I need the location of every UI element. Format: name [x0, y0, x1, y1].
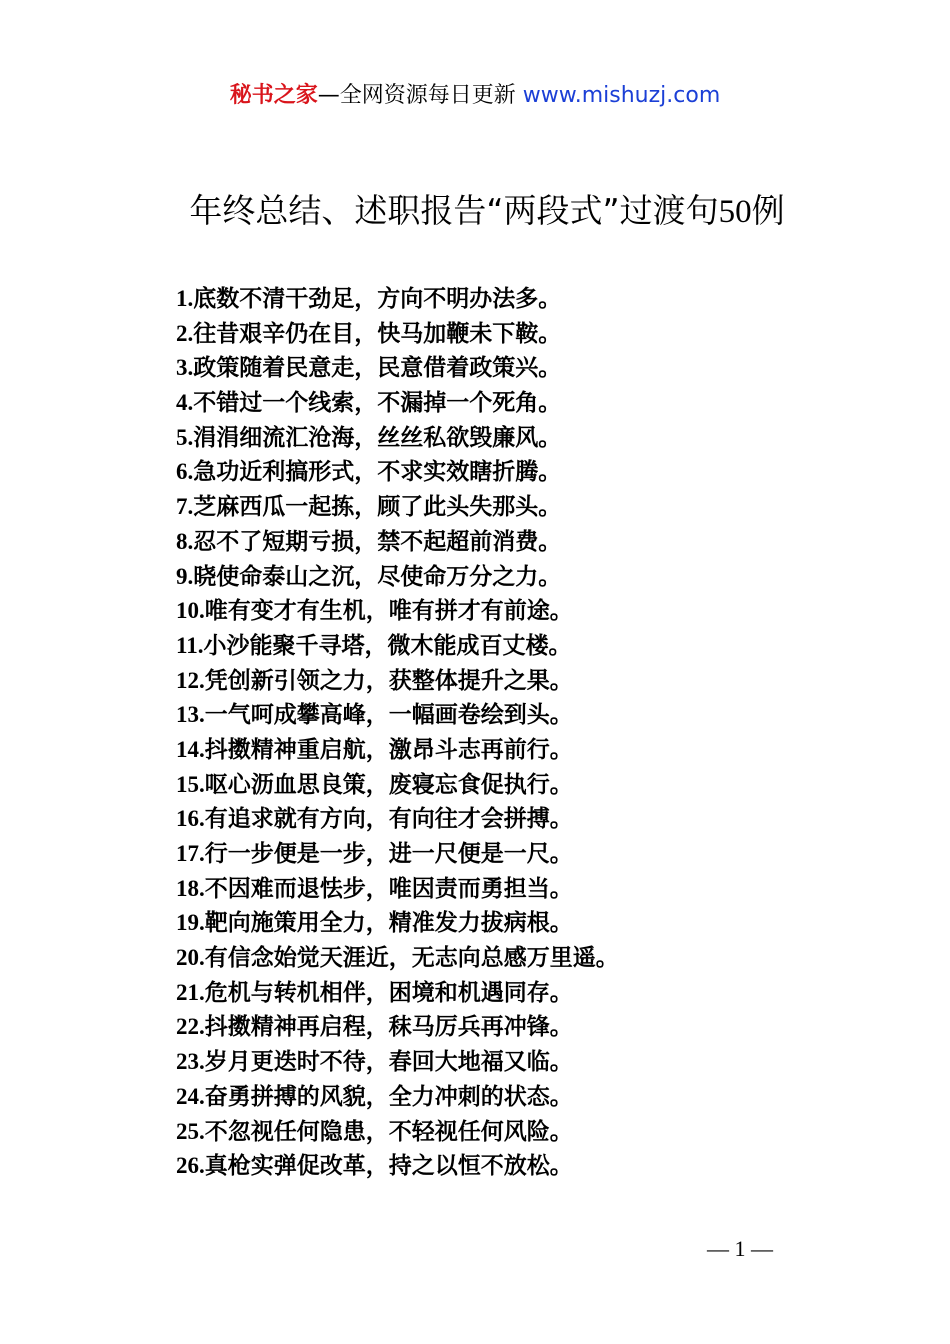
item-number: 24. [176, 1083, 205, 1109]
item-number: 8. [176, 528, 194, 554]
item-number: 13. [176, 702, 205, 728]
item-number: 17. [176, 841, 205, 866]
item-number: 21. [176, 979, 205, 1005]
item-number: 14. [176, 736, 205, 762]
site-header [0, 80, 950, 112]
list-item [176, 282, 619, 317]
item-number: 22. [176, 1014, 205, 1040]
item-text: 行一步便是一步，进一尺便是一尺。 [204, 841, 573, 867]
list-item [176, 802, 619, 837]
list-item [176, 351, 619, 386]
item-text: 抖擞精神再启程，秣马厉兵再冲锋。 [204, 1014, 573, 1041]
item-text: 靶向施策用全力，精准发力拔病根。 [204, 910, 573, 937]
document-title [0, 188, 950, 235]
item-number: 18. [176, 875, 205, 901]
list-item [176, 768, 619, 803]
item-number: 9. [176, 563, 194, 589]
list-item [176, 490, 619, 525]
item-number: 23. [176, 1049, 205, 1075]
list-item [176, 664, 619, 699]
list-item [176, 872, 619, 907]
item-text: 忍不了短期亏损，禁不起超前消费。 [193, 528, 562, 555]
list-item [176, 1045, 619, 1080]
item-number: 11. [176, 632, 204, 658]
item-number: 5. [176, 424, 194, 450]
list-item [176, 455, 619, 490]
item-number: 20. [176, 945, 205, 971]
item-text: 岁月更迭时不待，春回大地福又临。 [204, 1049, 573, 1076]
list-item [176, 906, 619, 941]
item-text: 不忽视任何隐患，不轻视任何风险。 [204, 1118, 573, 1145]
item-number: 12. [176, 667, 205, 693]
list-item [176, 976, 619, 1011]
list-item [176, 837, 619, 872]
item-number: 25. [176, 1118, 205, 1144]
title-suffix: 例 [751, 191, 785, 230]
item-text: 不因难而退怯步，唯因责而勇担当。 [204, 875, 573, 902]
brand-name: 秘书之家 [229, 83, 318, 108]
item-number: 1. [176, 286, 194, 311]
list-item [176, 1115, 619, 1150]
item-text: 往昔艰辛仍在目，快马加鞭未下鞍。 [193, 320, 562, 347]
item-number: 15. [176, 771, 205, 797]
list-item [176, 317, 619, 352]
item-text: 危机与转机相伴，困境和机遇同存。 [204, 979, 573, 1006]
site-url-link[interactable]: www.mishuzj.com [522, 83, 721, 108]
item-text: 晓使命泰山之沉，尽使命万分之力。 [193, 563, 562, 590]
list-item [176, 629, 619, 664]
header-tagline: —全网资源每日更新 [317, 83, 523, 108]
item-text: 有信念始觉天涯近，无志向总感万里遥。 [204, 945, 619, 972]
item-text: 凭创新引领之力，获整体提升之果。 [204, 667, 573, 694]
list-item [176, 1010, 619, 1045]
item-number: 2. [176, 320, 194, 346]
title-count: 50 [718, 194, 752, 230]
list-item [176, 560, 619, 595]
item-text: 一气呵成攀高峰，一幅画卷绘到头。 [204, 702, 573, 729]
item-number: 10. [176, 598, 205, 624]
list-item [176, 1080, 619, 1115]
item-number: 6. [176, 459, 194, 485]
item-number: 7. [176, 494, 194, 520]
list-item [176, 698, 619, 733]
item-text: 政策随着民意走，民意借着政策兴。 [193, 355, 562, 382]
list-item [176, 421, 619, 456]
item-number: 4. [176, 390, 194, 416]
sentence-list [176, 282, 619, 1184]
item-text: 呕心沥血思良策，废寝忘食促执行。 [204, 771, 573, 798]
list-item [176, 386, 619, 421]
item-text: 芝麻西瓜一起拣，顾了此头失那头。 [193, 494, 562, 521]
item-number: 16. [176, 806, 205, 832]
item-text: 真枪实弹促改革，持之以恒不放松。 [204, 1153, 573, 1180]
page-number: — 1 — [707, 1236, 773, 1261]
item-text: 小沙能聚千寻塔，微木能成百丈楼。 [203, 632, 572, 659]
item-text: 抖擞精神重启航，激昂斗志再前行。 [204, 736, 573, 763]
list-item [176, 733, 619, 768]
item-text: 不错过一个线索，不漏掉一个死角。 [193, 390, 562, 417]
item-text: 奋勇拼搏的风貌，全力冲刺的状态。 [204, 1083, 573, 1110]
item-text: 唯有变才有生机，唯有拼才有前途。 [204, 598, 573, 625]
title-main: 年终总结、述职报告“两段式”过渡句 [189, 191, 719, 230]
item-text: 底数不清干劲足，方向不明办法多。 [193, 286, 562, 312]
list-item [176, 525, 619, 560]
list-item [176, 941, 619, 976]
item-number: 19. [176, 910, 205, 936]
item-text: 急功近利搞形式，不求实效瞎折腾。 [193, 459, 562, 486]
item-text: 涓涓细流汇沧海，丝丝私欲毁廉风。 [193, 424, 562, 451]
item-text: 有追求就有方向，有向往才会拼搏。 [204, 806, 573, 833]
item-number: 26. [176, 1153, 205, 1179]
list-item [176, 1149, 619, 1184]
list-item [176, 594, 619, 629]
item-number: 3. [176, 355, 194, 381]
